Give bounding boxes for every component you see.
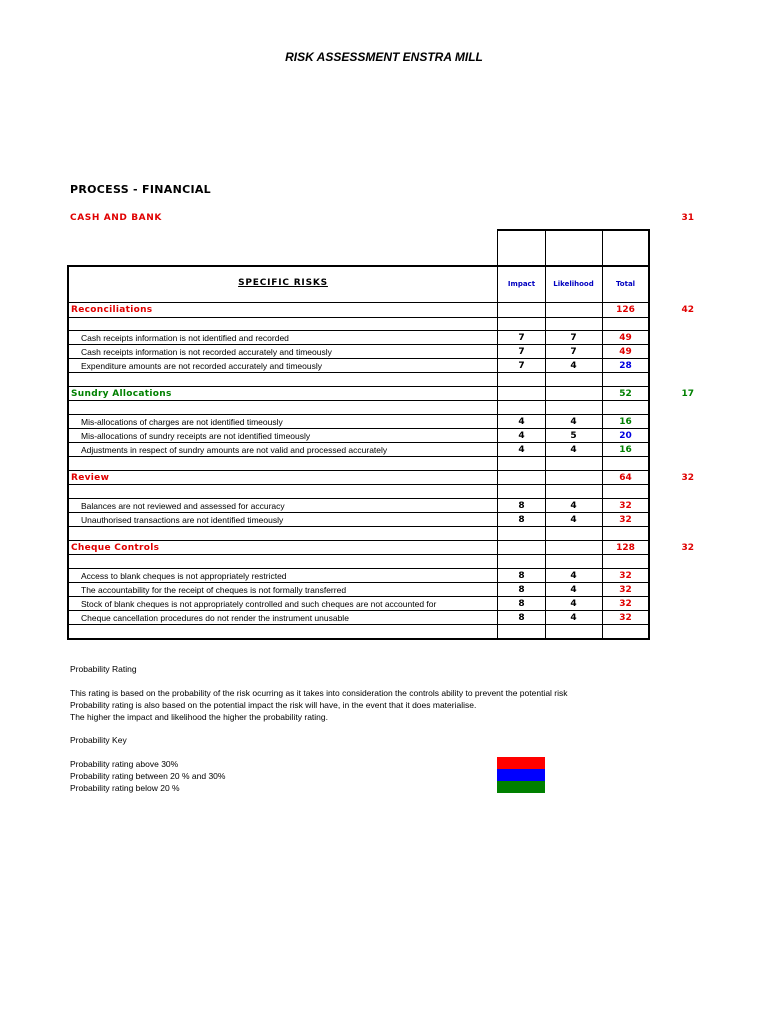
category-score: 31 <box>681 213 694 223</box>
total-value: 32 <box>619 599 632 609</box>
key-label-between-20-30: Probability rating between 20 % and 30% <box>70 771 226 781</box>
risk-text: The accountability for the receipt of cheques is not formally transferred <box>81 585 347 595</box>
likelihood-value: 4 <box>570 571 577 581</box>
section-total: 52 <box>619 389 632 399</box>
impact-value: 8 <box>518 585 525 595</box>
risk-text: Cash receipts information is not identified and recorded <box>81 333 289 343</box>
impact-value: 4 <box>518 445 525 455</box>
risk-text: Expenditure amounts are not recorded accurately and timeously <box>81 361 322 371</box>
risk-text: Mis-allocations of charges are not identified timeously <box>81 417 283 427</box>
section-percent: 32 <box>681 473 694 483</box>
section-percent: 32 <box>681 543 694 553</box>
rating-note-line1: This rating is based on the probability of the risk ocurring as it takes into consideration the controls ability to prevent the potential risk <box>70 688 568 698</box>
section-title-sundry-allocations: Sundry Allocations <box>71 389 172 399</box>
risk-text: Mis-allocations of sundry receipts are not identified timeously <box>81 431 311 441</box>
section-total: 128 <box>616 543 635 553</box>
risk-text: Unauthorised transactions are not identified timeously <box>81 515 284 525</box>
total-header: Total <box>615 280 636 288</box>
likelihood-value: 4 <box>570 599 577 609</box>
impact-header: Impact <box>507 280 536 288</box>
risk-text: Stock of blank cheques is not appropriately controlled and such cheques are not accounted for <box>81 599 437 609</box>
likelihood-value: 7 <box>570 333 577 343</box>
risk-text: Cheque cancellation procedures do not render the instrument unusable <box>81 613 349 623</box>
rating-note-line3: The higher the impact and likelihood the higher the probability rating. <box>70 712 328 722</box>
category-label: CASH AND BANK <box>70 213 162 223</box>
probability-key-heading: Probability Key <box>70 735 127 745</box>
impact-value: 7 <box>518 347 525 357</box>
likelihood-value: 5 <box>570 431 577 441</box>
section-title-reconciliations: Reconciliations <box>71 305 153 315</box>
impact-value: 8 <box>518 599 525 609</box>
section-percent: 42 <box>681 305 694 315</box>
section-total: 126 <box>616 305 635 315</box>
impact-value: 7 <box>518 361 525 371</box>
total-value: 32 <box>619 515 632 525</box>
total-value: 49 <box>619 347 632 357</box>
likelihood-value: 4 <box>570 613 577 623</box>
likelihood-value: 4 <box>570 445 577 455</box>
impact-value: 8 <box>518 571 525 581</box>
specific-risks-header: SPECIFIC RISKS <box>238 278 328 288</box>
likelihood-value: 4 <box>570 361 577 371</box>
impact-value: 4 <box>518 431 525 441</box>
key-label-above-30: Probability rating above 30% <box>70 759 179 769</box>
section-title-review: Review <box>71 473 110 483</box>
likelihood-value: 4 <box>570 501 577 511</box>
likelihood-value: 4 <box>570 417 577 427</box>
total-value: 32 <box>619 585 632 595</box>
probability-rating-heading: Probability Rating <box>70 664 137 674</box>
total-value: 49 <box>619 333 632 343</box>
impact-value: 4 <box>518 417 525 427</box>
total-value: 20 <box>619 431 632 441</box>
key-swatch-blue <box>497 769 545 781</box>
risk-text: Access to blank cheques is not appropriately restricted <box>81 571 287 581</box>
likelihood-value: 4 <box>570 515 577 525</box>
impact-value: 8 <box>518 501 525 511</box>
process-heading: PROCESS - FINANCIAL <box>70 183 211 196</box>
impact-value: 8 <box>518 613 525 623</box>
impact-value: 8 <box>518 515 525 525</box>
likelihood-value: 4 <box>570 585 577 595</box>
rating-note-line2: Probability rating is also based on the potential impact the risk will have, in the event that it does materialise. <box>70 700 477 710</box>
total-value: 32 <box>619 571 632 581</box>
total-value: 16 <box>619 445 632 455</box>
likelihood-value: 7 <box>570 347 577 357</box>
likelihood-header: Likelihood <box>553 280 594 288</box>
impact-value: 7 <box>518 333 525 343</box>
total-value: 32 <box>619 613 632 623</box>
key-swatch-green <box>497 781 545 793</box>
risk-text: Balances are not reviewed and assessed for accuracy <box>81 501 285 511</box>
document-title: RISK ASSESSMENT ENSTRA MILL <box>285 50 483 64</box>
risk-text: Cash receipts information is not recorded accurately and timeously <box>81 347 332 357</box>
total-value: 16 <box>619 417 632 427</box>
section-percent: 17 <box>681 389 694 399</box>
total-value: 32 <box>619 501 632 511</box>
total-value: 28 <box>619 361 632 371</box>
risk-text: Adjustments in respect of sundry amounts are not valid and processed accurately <box>81 445 388 455</box>
section-total: 64 <box>619 473 632 483</box>
key-swatch-red <box>497 757 545 769</box>
key-label-below-20: Probability rating below 20 % <box>70 783 180 793</box>
section-title-cheque-controls: Cheque Controls <box>71 543 160 553</box>
